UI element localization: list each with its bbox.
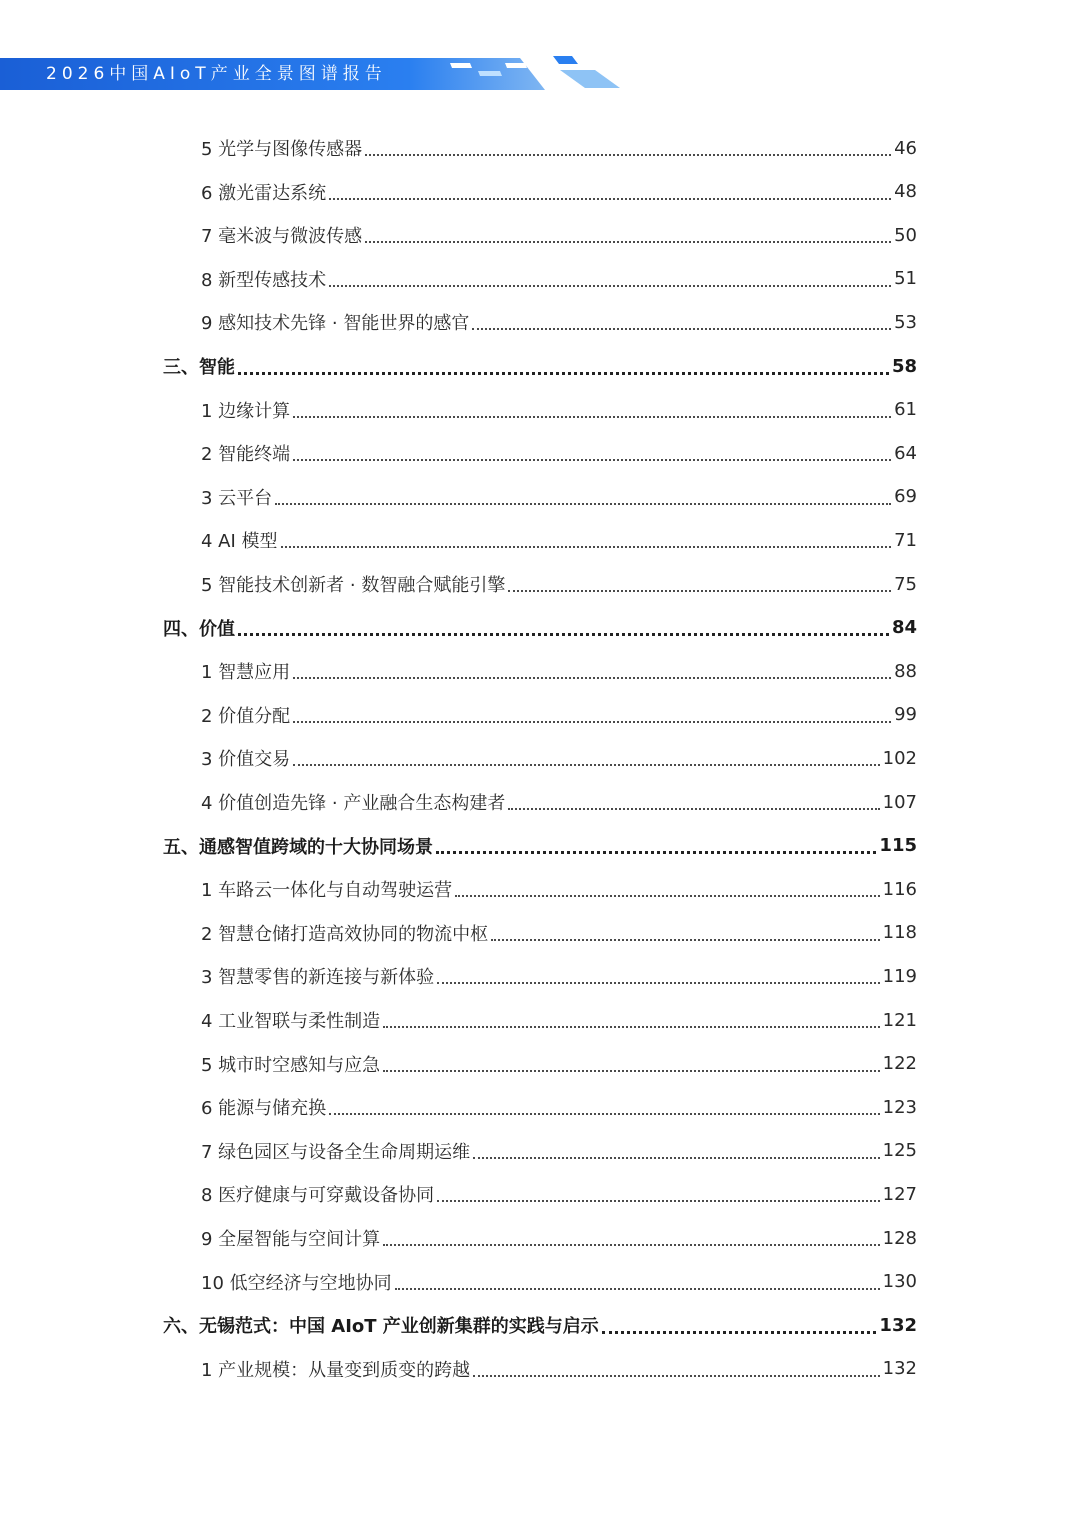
- dot-leader: [437, 982, 879, 984]
- toc-page-number: 61: [894, 399, 917, 421]
- toc-entry-title: 2 价值分配: [201, 705, 291, 727]
- toc-entry-title: 1 车路云一体化与自动驾驶运营: [201, 880, 453, 902]
- toc-entry[interactable]: [201, 998, 917, 1042]
- toc-page-number: 116: [882, 878, 917, 900]
- toc-entry-title: 四、价值: [163, 618, 235, 640]
- toc-entry-title: 5 智能技术创新者 · 数智融合赋能引擎: [201, 575, 506, 596]
- toc-page-number: 75: [894, 573, 917, 595]
- toc-page-number: 118: [882, 922, 917, 944]
- toc-page-number: 53: [894, 311, 917, 333]
- toc-page-number: 50: [894, 224, 917, 246]
- toc-entry-title: 3 价值交易: [201, 749, 291, 771]
- toc-page-number: 48: [894, 181, 917, 203]
- toc-entry[interactable]: [201, 1216, 917, 1260]
- toc-entry[interactable]: [201, 213, 917, 257]
- header-accent-2: [560, 70, 620, 88]
- toc-entry[interactable]: [201, 954, 917, 998]
- header-accent-1: [553, 56, 578, 64]
- dot-leader: [455, 895, 879, 897]
- dot-leader: [508, 590, 891, 592]
- toc-section-entry[interactable]: [163, 824, 917, 868]
- dot-leader: [238, 372, 889, 375]
- toc-entry-title: 6 能源与储充换: [201, 1098, 327, 1120]
- toc-page-number: 64: [894, 442, 917, 464]
- toc-page-number: 58: [891, 355, 917, 377]
- toc-entry-title: 2 智慧仓储打造高效协同的物流中枢: [201, 923, 489, 945]
- toc-page-number: 69: [894, 486, 917, 508]
- toc-page-number: 127: [882, 1183, 917, 1205]
- toc-entry[interactable]: [201, 257, 917, 301]
- dot-leader: [473, 1375, 879, 1377]
- toc-entry[interactable]: [201, 388, 917, 432]
- toc-entry[interactable]: [201, 1347, 917, 1391]
- dot-leader: [293, 459, 891, 461]
- toc-section-entry[interactable]: [163, 606, 917, 650]
- dot-leader: [293, 677, 891, 679]
- toc-entry-title: 9 全屋智能与空间计算: [201, 1229, 381, 1250]
- toc-entry[interactable]: [201, 300, 917, 344]
- toc-entry-title: 2 智能终端: [201, 444, 291, 466]
- toc-entry-title: 六、无锡范式：中国 AIoT 产业创新集群的实践与启示: [163, 1316, 599, 1338]
- toc-entry[interactable]: [201, 1172, 917, 1216]
- toc-entry-title: 4 工业智联与柔性制造: [201, 1011, 381, 1032]
- toc-entry[interactable]: [201, 911, 917, 955]
- toc-page-number: 119: [882, 965, 917, 987]
- toc-entry[interactable]: [201, 170, 917, 214]
- toc-entry-title: 8 新型传感技术: [201, 269, 327, 291]
- dot-leader: [383, 1026, 879, 1028]
- toc-page-number: 107: [882, 791, 917, 813]
- toc-entry[interactable]: [201, 518, 917, 562]
- dot-leader: [293, 764, 879, 766]
- toc-entry[interactable]: [201, 475, 917, 519]
- toc-entry-title: 4 AI 模型: [201, 531, 278, 553]
- toc-section-entry[interactable]: [163, 1303, 917, 1347]
- toc-entry-title: 3 智慧零售的新连接与新体验: [201, 967, 435, 989]
- toc-entry[interactable]: [201, 126, 917, 170]
- toc-entry-title: 1 智慧应用: [201, 662, 291, 684]
- toc-page-number: 51: [894, 268, 917, 290]
- header-dash-1: [450, 63, 472, 68]
- report-title: 2026中国AIoT产业全景图谱报告: [46, 64, 387, 84]
- dot-leader: [329, 1113, 879, 1115]
- toc-entry[interactable]: [201, 736, 917, 780]
- dot-leader: [508, 808, 879, 810]
- toc-page-number: 121: [882, 1009, 917, 1031]
- toc-entry-title: 6 激光雷达系统: [201, 182, 327, 204]
- dot-leader: [473, 1157, 879, 1159]
- dot-leader: [365, 241, 891, 243]
- toc-entry-title: 3 云平台: [201, 487, 273, 509]
- dot-leader: [491, 939, 879, 941]
- toc-page-number: 99: [894, 704, 917, 726]
- dot-leader: [293, 416, 891, 418]
- toc-entry[interactable]: [201, 431, 917, 475]
- toc-entry-title: 8 医疗健康与可穿戴设备协同: [201, 1185, 435, 1207]
- toc-entry-title: 1 边缘计算: [201, 400, 291, 422]
- toc-entry-title: 5 城市时空感知与应急: [201, 1054, 381, 1076]
- dot-leader: [383, 1070, 879, 1072]
- header-dash-2: [478, 71, 502, 76]
- toc-entry[interactable]: [201, 1085, 917, 1129]
- dot-leader: [329, 285, 891, 287]
- toc-entry-title: 10 低空经济与空地协同: [201, 1272, 392, 1294]
- toc-page-number: 115: [879, 835, 917, 857]
- dot-leader: [437, 1200, 879, 1202]
- toc-entry-title: 4 价值创造先锋 · 产业融合生态构建者: [201, 793, 506, 814]
- toc-page-number: 128: [882, 1227, 917, 1249]
- toc-page-number: 132: [879, 1314, 917, 1336]
- toc-page-number: 102: [882, 747, 917, 769]
- toc-page-number: 132: [882, 1358, 917, 1380]
- toc-section-entry[interactable]: [163, 344, 917, 388]
- dot-leader: [365, 154, 891, 156]
- toc-entry[interactable]: [201, 1042, 917, 1086]
- toc-page-number: 123: [882, 1096, 917, 1118]
- dot-leader: [395, 1288, 880, 1290]
- toc-page-number: 125: [882, 1140, 917, 1162]
- toc-entry[interactable]: [201, 867, 917, 911]
- toc-entry-title: 三、智能: [163, 357, 235, 378]
- toc-entry[interactable]: [201, 562, 917, 606]
- toc-entry-title: 9 感知技术先锋 · 智能世界的感官: [201, 313, 470, 335]
- toc-entry-title: 7 毫米波与微波传感: [201, 226, 363, 248]
- dot-leader: [281, 546, 892, 548]
- dot-leader: [436, 851, 876, 854]
- dot-leader: [602, 1331, 877, 1334]
- toc-page-number: 46: [894, 137, 917, 159]
- toc-entry-title: 5 光学与图像传感器: [201, 139, 363, 160]
- toc-entry[interactable]: [201, 1129, 917, 1173]
- dot-leader: [383, 1244, 879, 1246]
- toc-entry-title: 7 绿色园区与设备全生命周期运维: [201, 1141, 471, 1163]
- dot-leader: [238, 633, 889, 636]
- toc-entry[interactable]: [201, 649, 917, 693]
- toc-page-number: 122: [882, 1053, 917, 1075]
- dot-leader: [472, 328, 891, 330]
- toc-page-number: 88: [894, 660, 917, 682]
- dot-leader: [329, 198, 891, 200]
- toc-entry[interactable]: [201, 1260, 917, 1304]
- toc-entry[interactable]: [201, 780, 917, 824]
- toc-entry-title: 1 产业规模：从量变到质变的跨越: [201, 1359, 471, 1381]
- toc-page-number: 84: [891, 617, 917, 639]
- toc-entry-title: 五、通感智值跨域的十大协同场景: [163, 836, 433, 858]
- toc-page-number: 130: [882, 1271, 917, 1293]
- dot-leader: [275, 503, 891, 505]
- dot-leader: [293, 721, 891, 723]
- toc-entry[interactable]: [201, 693, 917, 737]
- header-dash-3: [505, 63, 527, 68]
- toc-page-number: 71: [894, 529, 917, 551]
